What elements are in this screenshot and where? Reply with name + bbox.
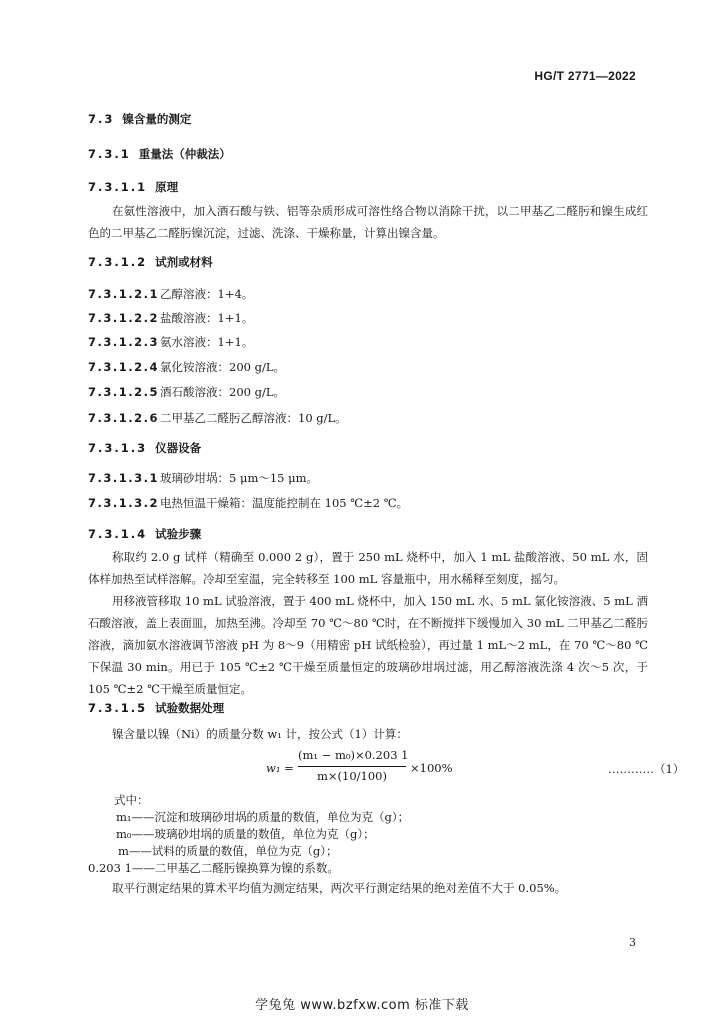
definition-m0: m₀——玻璃砂坩埚的质量的数值，单位为克（g）； xyxy=(116,827,375,841)
principle-text: 在氨性溶液中，加入酒石酸与铁、铝等杂质形成可溶性络合物以消除干扰，以二甲基乙二醛肟和镍生成红色的二甲基乙二醛肟镍沉淀，过滤、洗涤、干燥称量，计算出镍含量。 xyxy=(88,204,648,240)
item-text: 电热恒温干燥箱：温度能控制在 105 ℃±2 ℃。 xyxy=(160,496,409,510)
section-heading-data-processing xyxy=(88,700,224,716)
procedure-paragraph xyxy=(88,546,648,700)
section-number: 7.3.1 xyxy=(88,147,131,161)
section-title: 重量法（仲裁法） xyxy=(138,147,231,161)
section-heading-principle xyxy=(88,179,178,195)
formula-fraction xyxy=(298,748,409,787)
formula-lhs: w₁ = xyxy=(266,761,294,775)
footer-watermark: 学兔兔 www.bzfxw.com 标准下载 xyxy=(255,998,469,1013)
page-number: 3 xyxy=(629,936,636,949)
reagent-item xyxy=(88,286,253,302)
section-heading-procedure xyxy=(88,526,201,542)
formula-numerator: (m₁ − m₀)×0.203 1 xyxy=(298,748,409,762)
item-number: 7.3.1.2.1 xyxy=(88,287,159,301)
reagent-item xyxy=(88,310,253,326)
reagent-item xyxy=(88,384,285,400)
section-number: 7.3 xyxy=(88,112,115,126)
section-heading-reagents xyxy=(88,254,213,270)
section-number: 7.3.1.5 xyxy=(88,701,148,715)
section-heading-7-3 xyxy=(88,111,191,127)
section-number: 7.3.1.4 xyxy=(88,527,148,541)
item-number: 7.3.1.3.1 xyxy=(88,471,159,485)
where-label: 式中： xyxy=(114,793,149,807)
section-number: 7.3.1.1 xyxy=(88,180,148,194)
section-number: 7.3.1.2 xyxy=(88,255,148,269)
item-number: 7.3.1.3.2 xyxy=(88,496,159,510)
item-text: 氨水溶液：1+1。 xyxy=(160,335,254,349)
item-text: 玻璃砂坩埚：5 μm～15 μm。 xyxy=(160,471,319,485)
data-intro-text: 镍含量以镍（Ni）的质量分数 w₁ 计，按公式（1）计算： xyxy=(112,727,408,741)
item-number: 7.3.1.2.4 xyxy=(88,360,159,374)
section-title: 试验数据处理 xyxy=(155,701,225,715)
item-number: 7.3.1.2.3 xyxy=(88,335,159,349)
data-intro-paragraph xyxy=(88,723,648,745)
item-number: 7.3.1.2.6 xyxy=(88,411,159,425)
item-number: 7.3.1.2.5 xyxy=(88,385,159,399)
section-title: 原理 xyxy=(155,180,179,194)
item-text: 酒石酸溶液：200 g/L。 xyxy=(160,385,285,399)
section-heading-7-3-1 xyxy=(88,146,231,162)
section-number: 7.3.1.3 xyxy=(88,441,148,455)
principle-paragraph xyxy=(88,200,648,244)
reagent-item xyxy=(88,410,347,426)
formula-denominator: m×(10/100) xyxy=(317,769,387,783)
item-text: 氯化铵溶液：200 g/L。 xyxy=(160,360,285,374)
section-title: 试剂或材料 xyxy=(155,255,213,269)
reagent-item xyxy=(88,334,253,350)
definition-m: m——试料的质量的数值，单位为克（g）； xyxy=(118,844,338,858)
item-text: 乙醇溶液：1+4。 xyxy=(160,287,254,301)
section-title: 镍含量的测定 xyxy=(122,112,192,126)
item-text: 二甲基乙二醛肟乙醇溶液：10 g/L。 xyxy=(160,411,347,425)
equipment-item xyxy=(88,495,408,511)
procedure-text: 用移液管移取 10 mL 试验溶液，置于 400 mL 烧杯中，加入 150 mL 水、5 mL 氯化铵溶液、5 mL 酒石酸溶液，盖上表面皿，加热至沸。冷却至 70 ℃～80 ℃时，在不断搅拌下缓慢加入 30 mL 二甲基乙二醛肟溶液，滴加氨水溶液调节溶液 pH 为 8～9（用精密 pH 试纸检验），再过量 1 mL～2 mL，在 70 ℃～80 ℃下保温 30 min。用已于 105 ℃±2 ℃干燥至质量恒定的玻璃砂坩埚过滤，用乙醇溶液洗涤 4 次～5 次，于 105 ℃±2 ℃干燥至质量恒定。 xyxy=(88,594,648,696)
result-note-paragraph xyxy=(88,877,648,899)
section-title: 试验步骤 xyxy=(155,527,202,541)
definition-coefficient: 0.203 1——二甲基乙二醛肟镍换算为镍的系数。 xyxy=(88,861,339,875)
item-number: 7.3.1.2.2 xyxy=(88,311,159,325)
formula-rhs: ×100% xyxy=(410,761,453,775)
equipment-item xyxy=(88,470,318,486)
section-title: 仪器设备 xyxy=(155,441,202,455)
equation-number: …………（1） xyxy=(608,762,685,776)
section-heading-equipment xyxy=(88,440,201,456)
document-id: HG/T 2771—2022 xyxy=(534,69,636,83)
procedure-text: 称取约 2.0 g 试样（精确至 0.000 2 g），置于 250 mL 烧杯中，加入 1 mL 盐酸溶液、50 mL 水，固体样加热至试样溶解。冷却至室温，完全转移至 100 mL 容量瓶中，用水稀释至刻度，摇匀。 xyxy=(88,550,648,586)
item-text: 盐酸溶液：1+1。 xyxy=(160,311,254,325)
definition-m1: m₁——沉淀和玻璃砂坩埚的质量的数值，单位为克（g）； xyxy=(116,810,410,824)
reagent-item xyxy=(88,359,285,375)
result-note-text: 取平行测定结果的算术平均值为测定结果，两次平行测定结果的绝对差值不大于 0.05%。 xyxy=(112,881,567,895)
